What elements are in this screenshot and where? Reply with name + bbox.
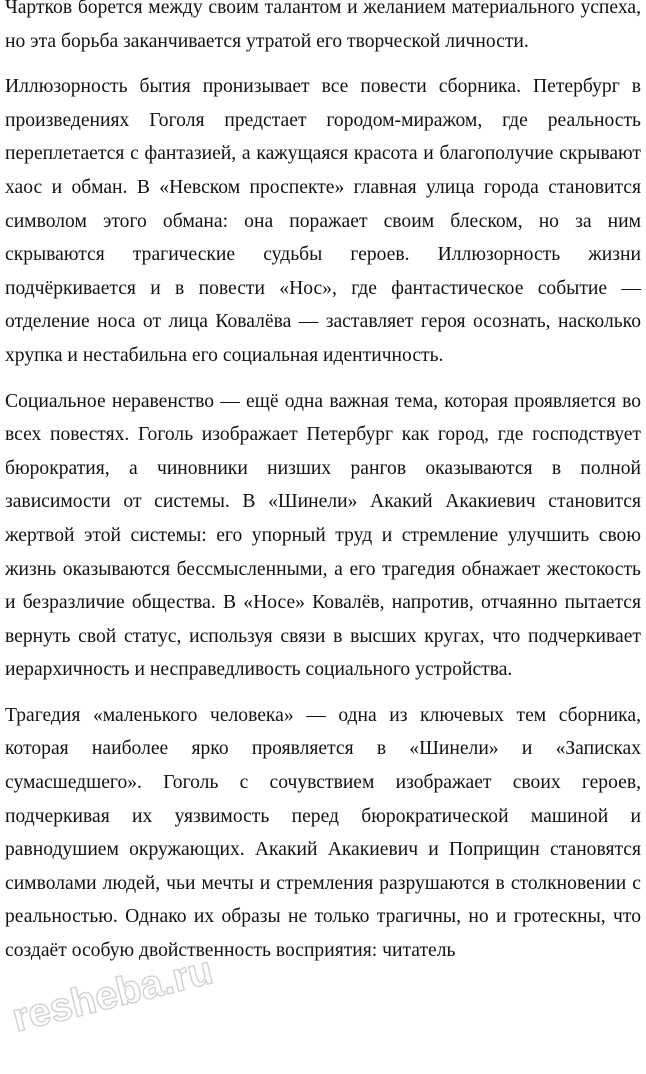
paragraph-illusion: Иллюзорность бытия пронизывает все повести сборника. Петербург в произведениях Гоголя предстает городом-миражом, где реальность переплетается с фантазией, а кажущаяся красота и благополучие скрывают хаос и обман. В «Невском проспекте» главная улица города становится символом этого обмана: она поражает своим блеском, но за ним скрываются трагические судьбы героев. Иллюзорность жизни подчёркивается и в повести «Нос», где фантастическое событие — отделение носа от лица Ковалёва — заставляет героя осознать, насколько хрупка и нестабильна его социальная идентичность.	[5, 76, 641, 366]
paragraph-little-man: Трагедия «маленького человека» — одна из ключевых тем сборника, которая наиболее ярко проявляется в «Шинели» и «Записках сумасшедшего». Гоголь с сочувствием изображает своих героев, подчеркивая их уязвимость перед бюрократической машиной и равнодушием окружающих. Акакий Акакиевич и Поприщин становятся символами людей, чьи мечты и стремления разрушаются в столкновении с реальностью. Однако их образы не только трагичны, но и гротескны, что создаёт особую двойственность восприятия: читатель	[5, 704, 641, 962]
watermark-text: resheba.ru	[8, 948, 218, 1041]
paragraph-chartkov: Чартков борется между своим талантом и желанием материального успеха, но эта борьба заканчивается утратой его творческой личности.	[5, 0, 641, 52]
paragraph-inequality: Социальное неравенство — ещё одна важная тема, которая проявляется во всех повестях. Гоголь изображает Петербург как город, где господствует бюрократия, а чиновники низших рангов оказываются в полной зависимости от системы. В «Шинели» Акакий Акакиевич становится жертвой этой системы: его упорный труд и стремление улучшить свою жизнь оказываются бессмысленными, а его трагедия обнажает жестокость и безразличие общества. В «Носе» Ковалёв, напротив, отчаянно пытается вернуть свой статус, используя связи в высших кругах, что подчеркивает иерархичность и несправедливость социального устройства.	[5, 390, 641, 681]
document-body	[5, 0, 641, 980]
